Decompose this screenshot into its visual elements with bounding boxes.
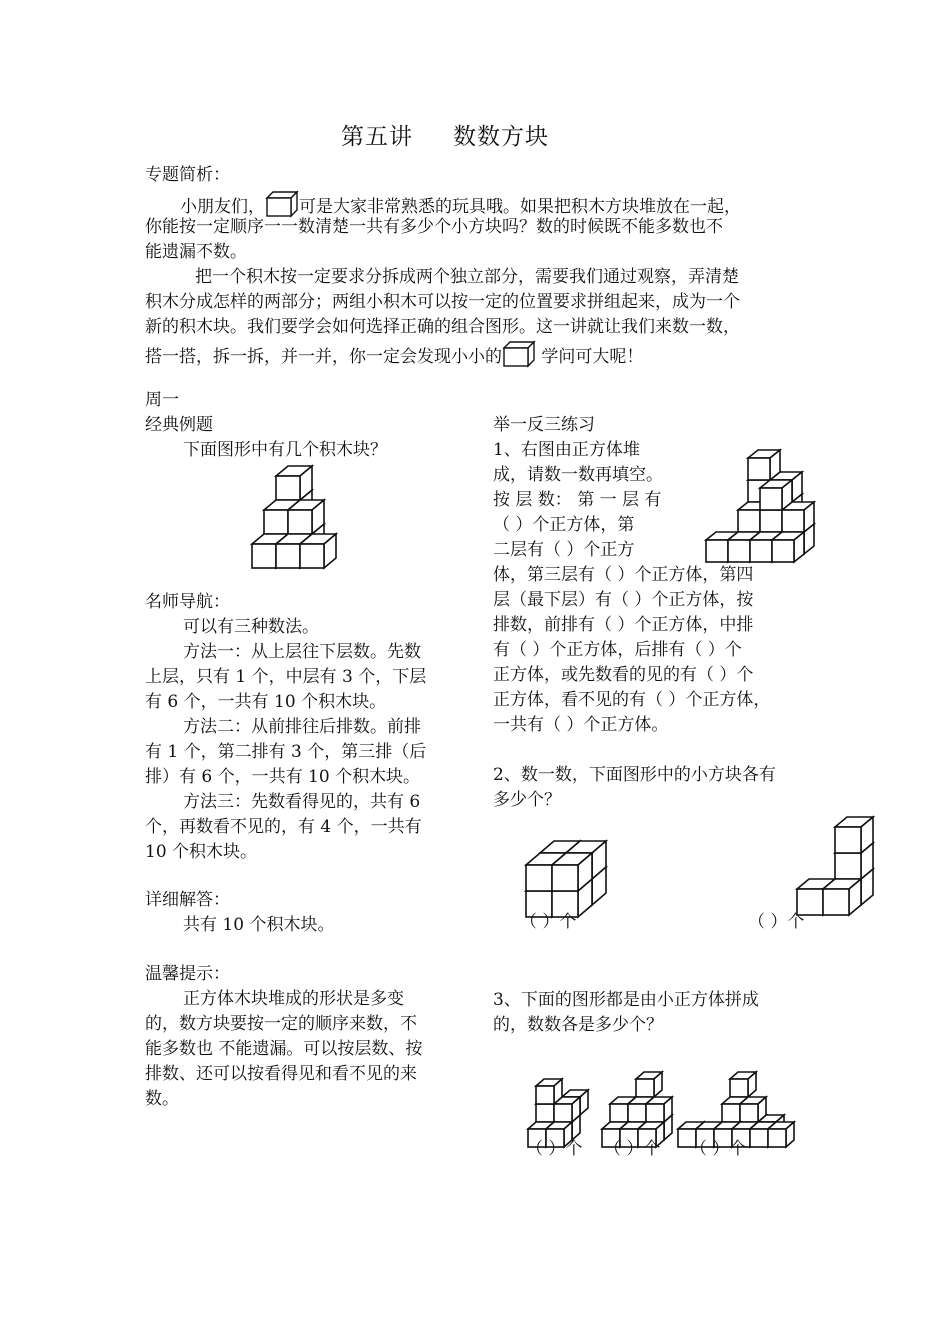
q1-line: 按 层 数： 第 一 层 有 (493, 490, 662, 510)
cube (748, 450, 780, 480)
tip-heading: 温馨提示： (145, 964, 230, 984)
q2-line: 2、数一数，下面图形中的小方块各有 (493, 765, 776, 785)
guide-line: 方法二：从前排往后排数。前排 (183, 717, 421, 737)
cube (536, 1079, 562, 1104)
guide-heading: 名师导航： (145, 592, 230, 612)
intro-p2-line2: 积木分成怎样的两部分；两组小积木可以按一定的位置要求拼组起来，成为一个 (145, 292, 740, 312)
lecture-topic: 数数方块 (453, 124, 549, 150)
day-label: 周一 (145, 390, 179, 410)
q2-line: 多少个？ (493, 790, 561, 810)
cube (768, 1122, 794, 1147)
guide-line: 排）有 6 个，一共有 10 个积木块。 (145, 767, 421, 787)
tip-line: 能多数也 不能遗漏。可以按层数、按 (145, 1039, 423, 1059)
intro-p2-line4-end: 学问可大呢！ (541, 347, 644, 367)
intro-p1-line2: 你能按一定顺序一一数清楚一共有多少个小方块吗？数的时候既不能多数也不 (145, 217, 723, 237)
q1-line: 成，请数一数再填空。 (493, 465, 663, 485)
guide-line: 可以有三种数法。 (183, 617, 319, 637)
cube (760, 480, 792, 510)
q1-line: 正方体，或先数看的见的有（ ）个 (493, 665, 754, 685)
cube (300, 534, 336, 568)
q3-line: 3、下面的图形都是由小正方体拼成 (493, 990, 759, 1010)
q1-line: 1、右图由正方体堆 (493, 440, 640, 460)
cube (772, 532, 804, 562)
q1-line: 有（ ）个正方体，后排有（ ）个 (493, 640, 742, 660)
cube (636, 1072, 662, 1097)
guide-line: 有 6 个，一共有 10 个积木块。 (145, 692, 387, 712)
example-cube-pyramid-figure (248, 478, 363, 573)
q3-blank: （ ）个 (526, 1139, 583, 1159)
cube (835, 817, 873, 853)
answer-text: 共有 10 个积木块。 (183, 915, 335, 935)
guide-line: 方法三：先数看得见的，共有 6 (183, 792, 421, 812)
q3-blank: （ ）个 (604, 1139, 661, 1159)
intro-p2-line4-start: 搭一搭，拆一拆，并一并，你一定会发现小小的 (145, 347, 502, 367)
page-title (0, 118, 890, 151)
cube (288, 500, 324, 534)
cube (646, 1097, 672, 1122)
q2-cube-block-figure (522, 835, 604, 920)
q1-line: 体，第三层有（ ）个正方体，第四 (493, 565, 754, 585)
cube-icon (265, 190, 299, 218)
q2-l-shape-figure (795, 820, 880, 920)
guide-line: 上层，只有 1 个，中层有 3 个，下层 (145, 667, 427, 687)
guide-line: 10 个积木块。 (145, 842, 258, 862)
intro-p2-line3: 新的积木块。我们要学会如何选择正确的组合图形。这一讲就让我们来数一数， (145, 317, 740, 337)
cube (823, 879, 861, 915)
q1-line: 排数，前排有（ ）个正方体，中排 (493, 615, 754, 635)
cube (730, 1072, 756, 1097)
lecture-number: 第五讲 (341, 124, 413, 150)
q1-cube-stack-figure (704, 452, 814, 567)
tip-line: 正方体木块堆成的形状是多变 (183, 989, 404, 1009)
q1-line: 二层有（ ）个正方 (493, 540, 635, 560)
q1-line: 一共有（ ）个正方体。 (493, 715, 669, 735)
q3-line: 的，数数各是多少个？ (493, 1015, 663, 1035)
intro-p1-line3: 能遗漏不数。 (145, 242, 247, 262)
intro-p2-line1: 把一个积木按一定要求分拆成两个独立部分，需要我们通过观察，弄清楚 (195, 267, 739, 287)
guide-line: 方法一：从上层往下层数。先数 (183, 642, 421, 662)
intro-p2-line4 (145, 340, 643, 370)
guide-line: 有 1 个，第二排有 3 个，第三排（后 (145, 742, 427, 762)
q2-blank: （ ）个 (748, 912, 805, 932)
practice-heading: 举一反三练习 (493, 415, 595, 435)
cube (740, 1097, 766, 1122)
intro-p1-start: 小朋友们， (180, 197, 265, 217)
answer-heading: 详细解答： (145, 890, 230, 910)
q2-blank: （ ）个 (520, 912, 577, 932)
q1-line: 层（最下层）有（ ）个正方体，按 (493, 590, 754, 610)
example-question: 下面图形中有几个积木块？ (183, 440, 387, 460)
tip-line: 数。 (145, 1089, 179, 1109)
q1-line: （ ）个正方体，第 (493, 515, 635, 535)
q3-blank: （ ）个 (690, 1139, 747, 1159)
intro-p1-rest: 可是大家非常熟悉的玩具哦。如果把积木方块堆放在一起， (299, 197, 741, 217)
q1-line: 正方体，看不见的有（ ）个正方体， (493, 690, 771, 710)
tip-line: 的，数方块要按一定的顺序来数，不 (145, 1014, 417, 1034)
cube (276, 466, 312, 500)
guide-line: 个，再数看不见的，有 4 个，一共有 (145, 817, 422, 837)
example-heading: 经典例题 (145, 415, 213, 435)
intro-heading: 专题简析： (145, 165, 230, 185)
tip-line: 排数、还可以按看得见和看不见的来 (145, 1064, 417, 1084)
cube-icon (502, 340, 536, 368)
